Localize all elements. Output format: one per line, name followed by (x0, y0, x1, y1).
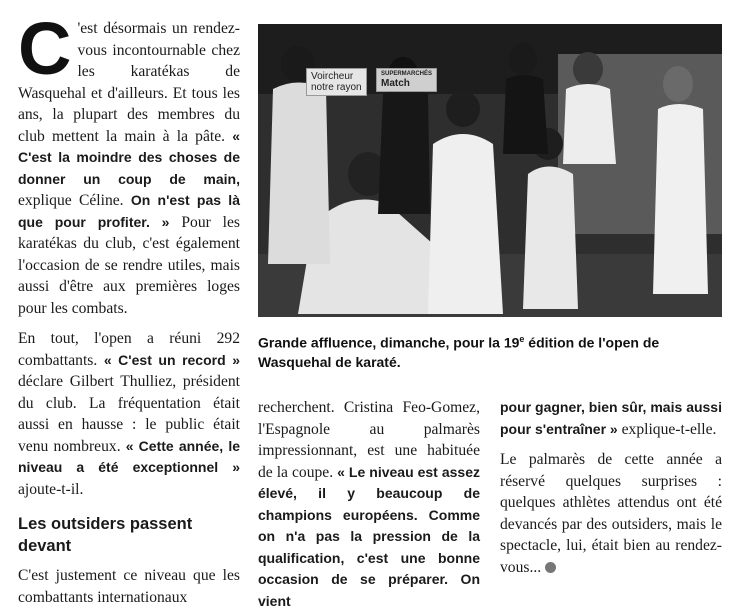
store-sign (306, 68, 367, 96)
quote-run: « C'est un record » (103, 351, 240, 368)
sign-text: Voircheur (311, 71, 354, 82)
text-run: Pour les karatékas du club, c'est également l'occasion de se rendre utiles, mais aussi d'être aux premières loges pour les combats. (18, 213, 240, 317)
subheading: Les outsiders passent devant (18, 515, 193, 555)
caption-superscript: e (519, 334, 525, 344)
store-brand-sign (376, 68, 437, 92)
text-run: ajoute-t-il. (18, 480, 84, 498)
paragraph-intro (18, 7, 240, 319)
sign-text: notre rayon (311, 82, 362, 93)
article-column-1 (18, 7, 240, 608)
end-of-article-dot (545, 562, 556, 573)
text-run: En tout, l'open a réuni 292 combattants. (18, 330, 240, 369)
photo-caption (258, 330, 722, 372)
caption-text: Grande affluence, dimanche, pour la 19 (258, 334, 520, 351)
paragraph-outsiders: C'est justement ce niveau que les combattants internationaux (18, 567, 240, 606)
paragraph-attendance (18, 328, 240, 500)
article-photo (258, 24, 722, 317)
text-run: explique Céline. (18, 192, 131, 209)
sign-text: SUPERMARCHÉS (381, 71, 433, 77)
text-run: Le palmarès de cette année a réservé quelques surprises : quelques athlètes attendus ont été devancés par des outsiders, mais le spectacle, lui, était bien au rendez-vous... (500, 451, 722, 576)
paragraph-feo-gomez (258, 397, 480, 612)
text-run: 'est désormais un rendez-vous incontournable chez les karatékas de Wasquehal et d'ailleurs. Et tous les ans, la plupart des membres du club mettent la main à la pâte. (18, 20, 240, 145)
text-run: recherchent. Cristina Feo-Gomez, l'Espagnole au palmarès impressionnant, est une habituée de la coupe. (258, 399, 480, 481)
paragraph-palmares (500, 449, 722, 578)
text-run: explique-t-elle. (617, 420, 717, 438)
quote-run: « Cette année, le niveau a été exceptionnel » (18, 437, 240, 475)
caption-text: édition de l'open de Wasquehal de karaté. (258, 334, 660, 370)
quote-run: On n'est pas là que pour profiter. » (18, 192, 240, 230)
sign-text: Match (381, 78, 410, 89)
article-column-2 (258, 397, 480, 612)
article-column-3 (500, 397, 722, 578)
text-run: déclare Gilbert Thulliez, président du club. La fréquentation était aussi en hausse : le public était venu nombreux. (18, 373, 240, 455)
paragraph-quote-end (500, 397, 722, 440)
drop-cap: C (18, 7, 72, 90)
quote-run: « Le niveau est assez élevé, il y beaucoup de champions européens. Comme on n'a pas la pression de la qualification, c'est une bonne occasion de se préparer. On vient (258, 463, 480, 609)
quote-run: pour gagner, bien sûr, mais aussi pour s'entraîner » (500, 399, 722, 437)
quote-run: « C'est la moindre des choses de donner un coup de main, (18, 127, 240, 187)
